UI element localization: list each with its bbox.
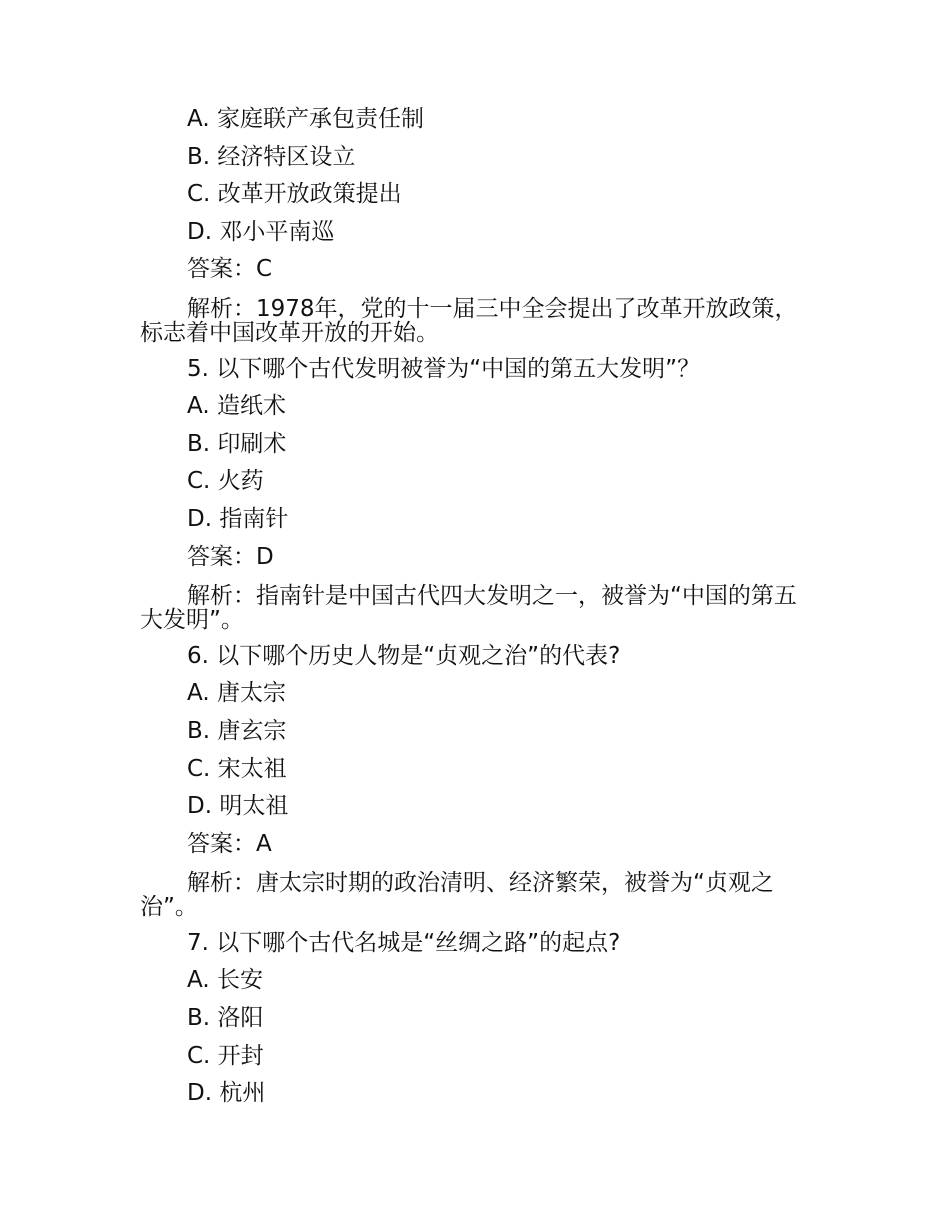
option-b: B. 唐玄宗: [187, 717, 287, 744]
option-c: C. 改革开放政策提出: [187, 181, 402, 208]
option-b: B. 洛阳: [187, 1005, 264, 1032]
answer: 答案：D: [187, 543, 274, 570]
quiz-content: [140, 101, 815, 1113]
question-5: 5. 以下哪个古代发明被誉为“中国的第五大发明”？: [187, 355, 701, 382]
answer: 答案：C: [187, 256, 273, 283]
option-c: C. 火药: [187, 468, 264, 495]
option-a: A. 唐太宗: [187, 680, 286, 707]
option-b: B. 印刷术: [187, 430, 287, 457]
answer: 答案：A: [187, 830, 272, 857]
question-7: 7. 以下哪个古代名城是“丝绸之路”的起点?: [187, 929, 621, 956]
option-a: A. 家庭联产承包责任制: [187, 106, 424, 132]
option-d: D. 明太祖: [187, 793, 289, 820]
analysis: 解析：1978年，党的十一届三中全会提出了改革开放政策，标志着中国改革开放的开始。: [140, 295, 798, 346]
option-c: C. 开封: [187, 1042, 264, 1069]
option-d: D. 邓小平南巡: [187, 218, 335, 245]
option-b: B. 经济特区设立: [187, 143, 356, 170]
option-a: A. 长安: [187, 967, 263, 994]
option-d: D. 指南针: [187, 505, 289, 532]
analysis: 解析：指南针是中国古代四大发明之一，被誉为“中国的第五大发明”。: [140, 583, 797, 634]
option-a: A. 造纸术: [187, 393, 286, 420]
analysis: 解析：唐太宗时期的政治清明、经济繁荣，被誉为“贞观之治”。: [140, 870, 774, 921]
option-d: D. 杭州: [187, 1080, 266, 1107]
question-6: 6. 以下哪个历史人物是“贞观之治”的代表?: [187, 642, 621, 669]
option-c: C. 宋太祖: [187, 755, 287, 782]
